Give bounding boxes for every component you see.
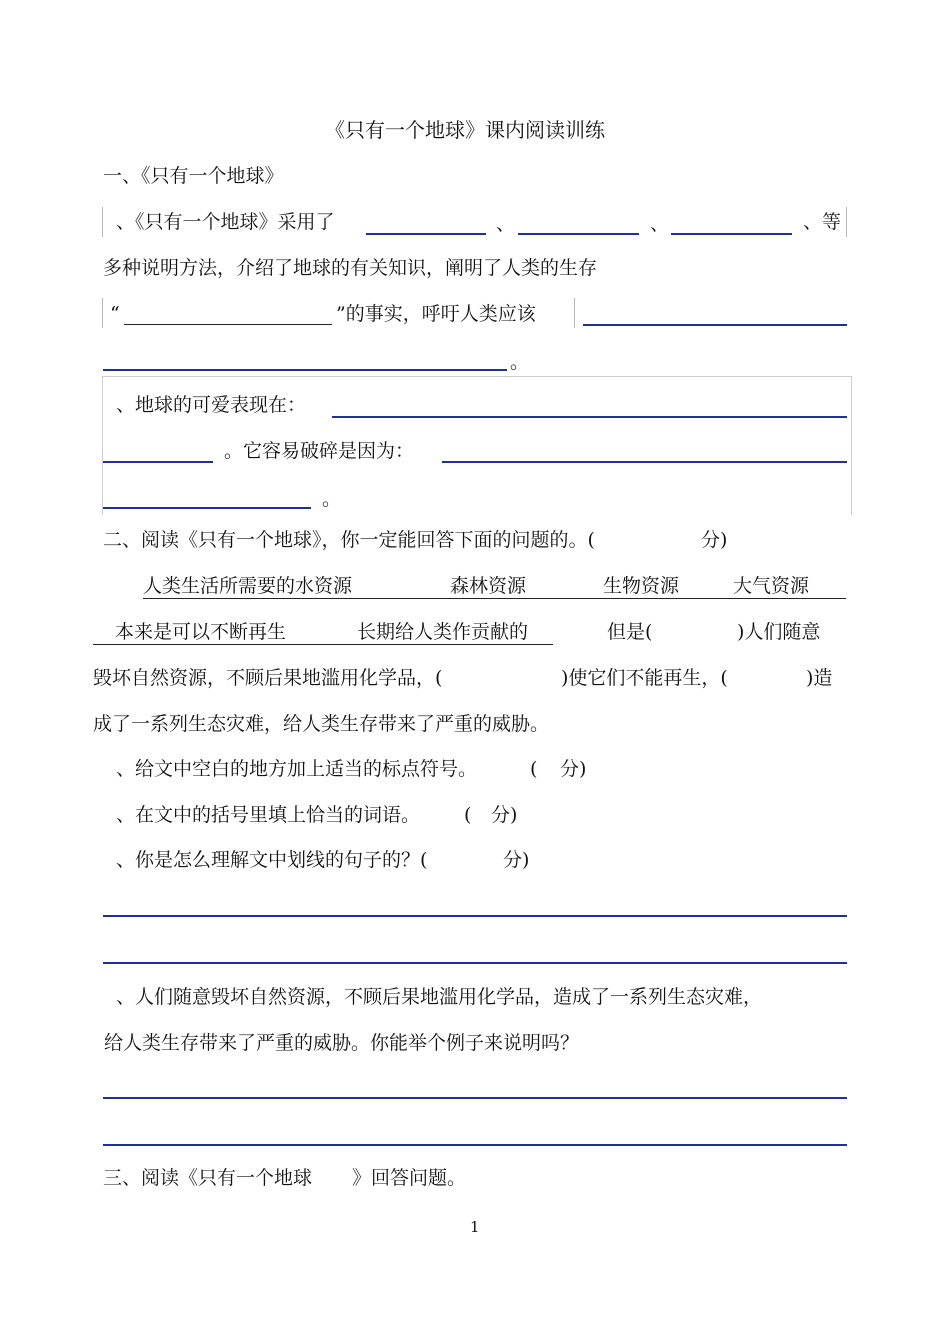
frame-mid-edge	[574, 298, 575, 328]
frame-left-edge	[102, 207, 103, 237]
s2-q3-text: 、你是怎么理解文中划线的句子的？(	[116, 849, 428, 871]
passage-underline-2	[93, 644, 553, 645]
s1-q2-blank-3[interactable]	[442, 461, 847, 463]
frame-right-edge	[846, 207, 847, 237]
s1-q1-end: 。	[510, 351, 530, 373]
section-2-heading: 二、阅读《只有一个地球》，你一定能回答下面的问题的。(	[103, 529, 595, 551]
frame-left-edge-2	[102, 298, 103, 328]
s2-q2-score-open: (	[464, 804, 472, 826]
s2-q1-score-close: 分)	[560, 758, 587, 780]
passage-text-1: 但是(	[607, 621, 653, 643]
page-title: 《只有一个地球》课内阅读训练	[325, 118, 605, 142]
s1-q2-mid: 。它容易破碎是因为：	[224, 440, 415, 462]
s1-q1-sep-2: 、	[650, 213, 670, 235]
s2-q3-answer-line-2[interactable]	[103, 962, 847, 964]
s2-q1-score-open: (	[530, 758, 538, 780]
s1-q1-quote-blank[interactable]	[124, 324, 332, 325]
s1-q2-blank-1[interactable]	[332, 416, 847, 418]
s1-q1-blank-3[interactable]	[671, 233, 792, 235]
s1-q1-quote-open: “	[110, 303, 120, 325]
s1-q1-blank-1[interactable]	[366, 233, 486, 235]
passage-text-2: )人们随意	[737, 621, 821, 643]
s1-q1-blank-5[interactable]	[103, 369, 507, 371]
s2-q1-text: 、给文中空白的地方加上适当的标点符号。	[116, 758, 478, 780]
passage-underlined-4: 大气资源	[733, 575, 810, 597]
section-1-heading: 一、《只有一个地球》	[103, 165, 284, 187]
s2-q4-line-1: 、人们随意毁坏自然资源，不顾后果地滥用化学品，造成了一系列生态灾难，	[116, 986, 763, 1008]
passage-underlined-6: 长期给人类作贡献的	[357, 621, 529, 643]
s1-q1-prefix: 、《只有一个地球》采用了	[116, 211, 335, 233]
s1-q2-end: 。	[322, 488, 342, 510]
section-3-heading-a: 三、阅读《只有一个地球	[103, 1167, 313, 1189]
passage-underlined-3: 生物资源	[603, 575, 680, 597]
passage-underlined-1: 人类生活所需要的水资源	[143, 575, 353, 597]
passage-underline-1	[143, 598, 846, 599]
s1-q2-blank-4[interactable]	[103, 507, 311, 509]
s2-q2-score-close: 分)	[491, 804, 518, 826]
passage-underlined-2: 森林资源	[450, 575, 527, 597]
passage-line-3c: )造	[806, 667, 833, 689]
s1-q1-quote-close: ”的事实，呼吁人类应该	[336, 303, 536, 325]
section-3-heading-b: 》回答问题。	[352, 1167, 467, 1189]
s1-q1-sep-1: 、	[496, 213, 516, 235]
s2-q3-score-close: 分)	[503, 849, 530, 871]
s2-q4-answer-line-2[interactable]	[103, 1144, 847, 1146]
s2-q3-answer-line-1[interactable]	[103, 915, 847, 917]
passage-line-3b: )使它们不能再生，(	[561, 667, 728, 689]
s1-q1-blank-4[interactable]	[583, 324, 847, 326]
passage-line-4: 成了一系列生态灾难，给人类生存带来了严重的威胁。	[93, 713, 550, 735]
passage-underlined-5: 本来是可以不断再生	[115, 621, 287, 643]
page-number: 1	[470, 1218, 480, 1236]
s1-q1-blank-2[interactable]	[518, 233, 639, 235]
s1-q2-blank-2[interactable]	[103, 461, 213, 463]
s2-q4-line-2: 给人类生存带来了严重的威胁。你能举个例子来说明吗？	[104, 1032, 580, 1054]
s1-q1-suffix: 、等	[803, 211, 842, 233]
passage-line-3a: 毁坏自然资源，不顾后果地滥用化学品，(	[93, 667, 443, 689]
s1-q1-line2: 多种说明方法，介绍了地球的有关知识，阐明了人类的生存	[103, 257, 598, 279]
s2-q4-answer-line-1[interactable]	[103, 1097, 847, 1099]
section-2-score: 分)	[701, 529, 728, 551]
s2-q2-text: 、在文中的括号里填上恰当的词语。	[116, 804, 421, 826]
s1-q2-prefix: 、地球的可爱表现在：	[116, 394, 307, 416]
